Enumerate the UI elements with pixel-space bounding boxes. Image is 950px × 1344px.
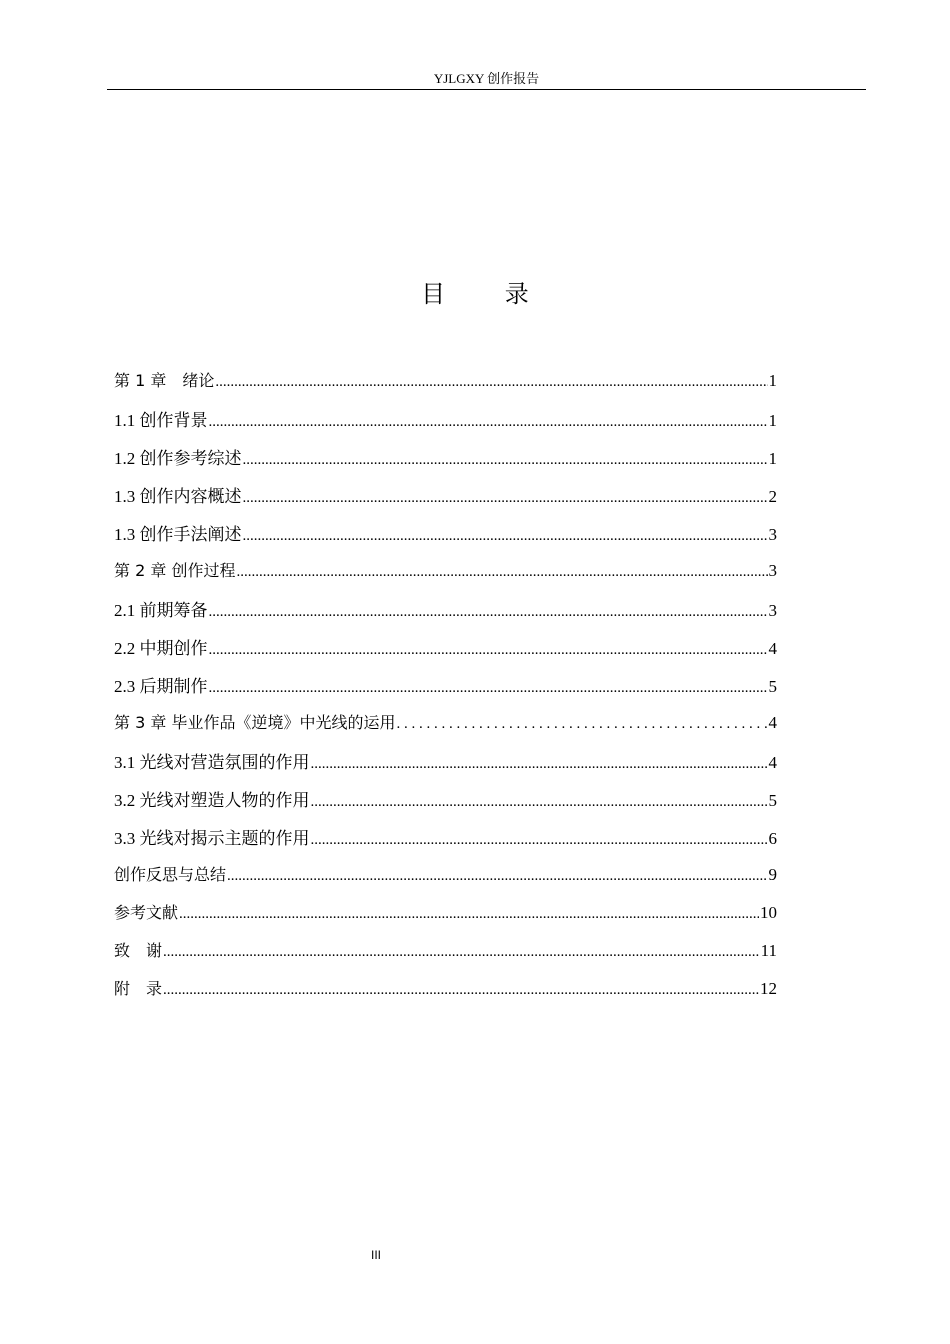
toc-leader-dots <box>243 490 768 507</box>
toc-entry-label: 第 1 章 绪论 <box>114 371 215 390</box>
toc-entry-label: 1.3 创作内容概述 <box>114 487 242 506</box>
table-of-contents <box>114 368 777 1014</box>
toc-entry-label: 3.3 光线对揭示主题的作用 <box>114 829 310 848</box>
toc-entry-page: 6 <box>768 829 777 848</box>
toc-entry-page: 5 <box>768 677 777 696</box>
toc-entry-1-2[interactable] <box>114 444 777 482</box>
toc-entry-page: 4 <box>768 753 777 772</box>
toc-entry-references[interactable] <box>114 900 777 938</box>
page-header: YJLGXY 创作报告 <box>107 69 866 90</box>
toc-leader-dots <box>311 832 768 849</box>
toc-entry-label: 1.2 创作参考综述 <box>114 449 242 468</box>
toc-entry-label: 1.3 创作手法阐述 <box>114 525 242 544</box>
toc-entry-label: 3.2 光线对塑造人物的作用 <box>114 791 310 810</box>
toc-entry-2-2[interactable] <box>114 634 777 672</box>
toc-leader-dots <box>243 452 768 469</box>
toc-entry-1-1[interactable] <box>114 406 777 444</box>
toc-leader-dots <box>163 944 760 961</box>
toc-entry-1-3-content[interactable] <box>114 482 777 520</box>
toc-entry-page: 1 <box>768 449 777 468</box>
toc-entry-3-3[interactable] <box>114 824 777 862</box>
toc-leader-dots <box>311 756 768 773</box>
toc-entry-label: 创作反思与总结 <box>114 865 227 884</box>
toc-entry-label: 附 录 <box>114 979 163 998</box>
toc-entry-label: 第 2 章 创作过程 <box>114 561 236 580</box>
toc-entry-label: 参考文献 <box>114 903 179 922</box>
toc-entry-label: 3.1 光线对营造氛围的作用 <box>114 753 310 772</box>
toc-entry-label: 第 3 章 毕业作品《逆境》中光线的运用 <box>114 713 396 732</box>
toc-leader-dots <box>209 414 768 431</box>
toc-leader-dots <box>209 604 768 621</box>
toc-leader-dots <box>396 716 767 733</box>
toc-entry-page: 3 <box>768 561 777 580</box>
toc-entry-acknowledgements[interactable] <box>114 938 777 976</box>
toc-entry-label: 2.3 后期制作 <box>114 677 208 696</box>
toc-entry-page: 1 <box>768 371 777 390</box>
toc-entry-page: 10 <box>760 903 777 922</box>
toc-entry-label: 2.1 前期筹备 <box>114 601 208 620</box>
toc-entry-label: 2.2 中期创作 <box>114 639 208 658</box>
toc-entry-page: 5 <box>768 791 777 810</box>
toc-entry-label: 1.1 创作背景 <box>114 411 208 430</box>
toc-entry-page: 9 <box>768 865 777 884</box>
toc-leader-dots <box>163 982 759 999</box>
toc-leader-dots <box>311 794 768 811</box>
toc-entry-3-1[interactable] <box>114 748 777 786</box>
toc-entry-page: 1 <box>768 411 777 430</box>
toc-entry-page: 3 <box>768 525 777 544</box>
toc-entry-3-2[interactable] <box>114 786 777 824</box>
toc-entry-page: 4 <box>768 713 777 732</box>
toc-entry-page: 2 <box>768 487 777 506</box>
toc-entry-page: 3 <box>768 601 777 620</box>
toc-entry-reflection[interactable] <box>114 862 777 900</box>
toc-leader-dots <box>179 906 759 923</box>
toc-entry-1-3-method[interactable] <box>114 520 777 558</box>
toc-entry-page: 12 <box>760 979 777 998</box>
toc-leader-dots <box>243 528 768 545</box>
toc-entry-chapter-3[interactable] <box>114 710 777 748</box>
toc-leader-dots <box>209 680 768 697</box>
toc-title: 目 录 <box>421 280 555 308</box>
toc-leader-dots <box>209 642 768 659</box>
toc-leader-dots <box>215 374 767 391</box>
toc-entry-page: 11 <box>760 941 777 960</box>
toc-entry-2-3[interactable] <box>114 672 777 710</box>
toc-leader-dots <box>236 564 767 581</box>
toc-entry-2-1[interactable] <box>114 596 777 634</box>
toc-entry-page: 4 <box>768 639 777 658</box>
toc-entry-chapter-1[interactable] <box>114 368 777 406</box>
toc-entry-chapter-2[interactable] <box>114 558 777 596</box>
page-number: III <box>371 1248 382 1262</box>
toc-leader-dots <box>227 868 767 885</box>
toc-entry-label: 致 谢 <box>114 941 163 960</box>
toc-entry-appendix[interactable] <box>114 976 777 1014</box>
